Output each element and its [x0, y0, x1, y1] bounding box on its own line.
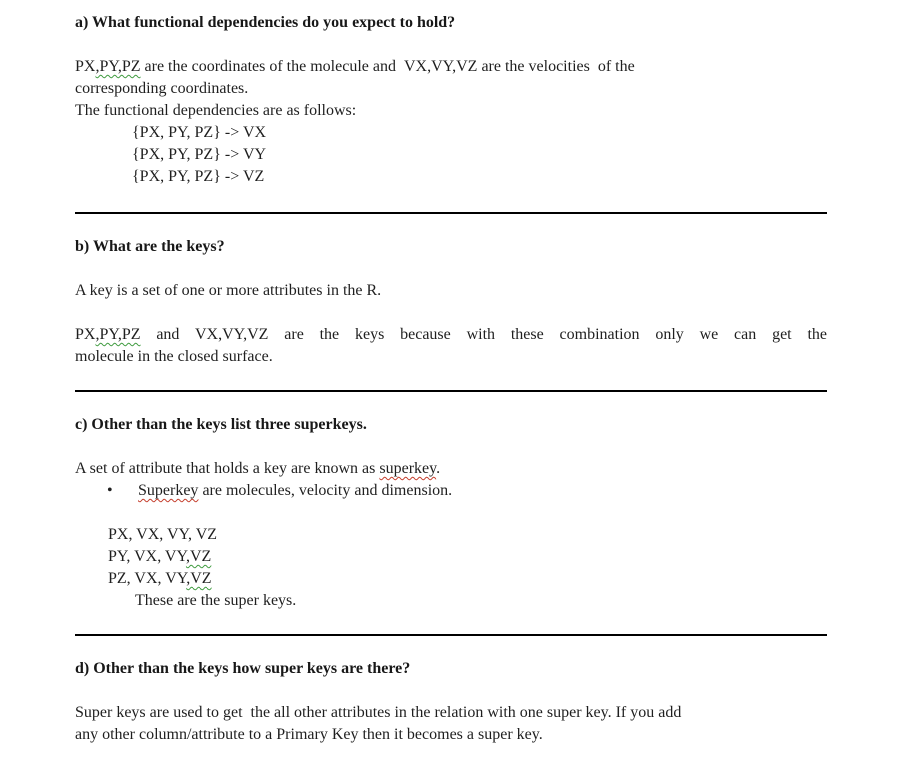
section-b-paragraph-1: [75, 280, 827, 302]
text-line: [75, 324, 827, 346]
text-segment: PX: [75, 58, 96, 75]
text-segment: A set of attribute that holds a key are known as: [75, 460, 380, 477]
section-divider: [75, 212, 827, 214]
grammar-squiggle-text: ,PY,PZ: [95, 58, 141, 75]
text-segment: are molecules, velocity and dimension.: [198, 482, 453, 499]
grammar-squiggle-text: ,PY,PZ: [95, 326, 141, 343]
text-line: molecule in the closed surface.: [75, 348, 273, 365]
superkey-line: [108, 568, 827, 590]
grammar-squiggle-text: ,VZ: [186, 570, 212, 587]
section-c-paragraph: [75, 458, 827, 502]
text-segment: PZ, VX, VY: [108, 570, 187, 587]
section-d: [75, 658, 827, 746]
fd-line: {PX, PY, PZ} -> VZ: [132, 168, 265, 185]
superkey-note: These are the super keys.: [135, 592, 297, 609]
text-segment: are the coordinates of the molecule and VX,VY,VZ are the velocities of the: [140, 58, 635, 75]
text-line: Super keys are used to get the all other attributes in the relation with one super key. If you add: [75, 704, 682, 721]
text-segment: .: [436, 460, 441, 477]
text-line: [75, 458, 827, 480]
text-line: A key is a set of one or more attributes in the R.: [75, 282, 382, 299]
text-line: [75, 56, 827, 78]
text-segment: PY, VX, VY: [108, 548, 186, 565]
superkey-line: PX, VX, VY, VZ: [108, 526, 218, 543]
text-line: corresponding coordinates.: [75, 80, 249, 97]
superkey-line: [108, 546, 827, 568]
section-b: [75, 236, 827, 368]
text-line: any other column/attribute to a Primary Key then it becomes a super key.: [75, 726, 543, 743]
section-a-heading: a) What functional dependencies do you expect to hold?: [75, 14, 456, 31]
section-a: [75, 12, 827, 188]
section-divider: [75, 634, 827, 636]
grammar-squiggle-text: ,VZ: [185, 548, 212, 565]
fd-line: {PX, PY, PZ} -> VX: [132, 124, 267, 141]
section-d-heading: d) Other than the keys how super keys are there?: [75, 660, 411, 677]
section-c: [75, 414, 827, 612]
section-divider: [75, 390, 827, 392]
text-segment: and VX,VY,VZ are the keys because with these combination only we can get the: [140, 326, 827, 343]
section-c-heading: c) Other than the keys list three superkeys.: [75, 416, 367, 433]
superkey-list: [75, 524, 827, 612]
functional-dependency-list: [75, 122, 827, 188]
section-b-heading: b) What are the keys?: [75, 238, 225, 255]
section-a-paragraph: [75, 56, 827, 122]
spellcheck-squiggle-text: Superkey: [138, 482, 199, 499]
spellcheck-squiggle-text: superkey: [379, 460, 437, 477]
section-b-paragraph-2: [75, 324, 827, 368]
bullet-icon: •: [107, 482, 113, 499]
text-line: The functional dependencies are as follows:: [75, 102, 357, 119]
fd-line: {PX, PY, PZ} -> VY: [132, 146, 267, 163]
text-segment: PX: [75, 326, 96, 343]
bullet-item: [75, 480, 827, 502]
section-d-paragraph: [75, 702, 827, 746]
